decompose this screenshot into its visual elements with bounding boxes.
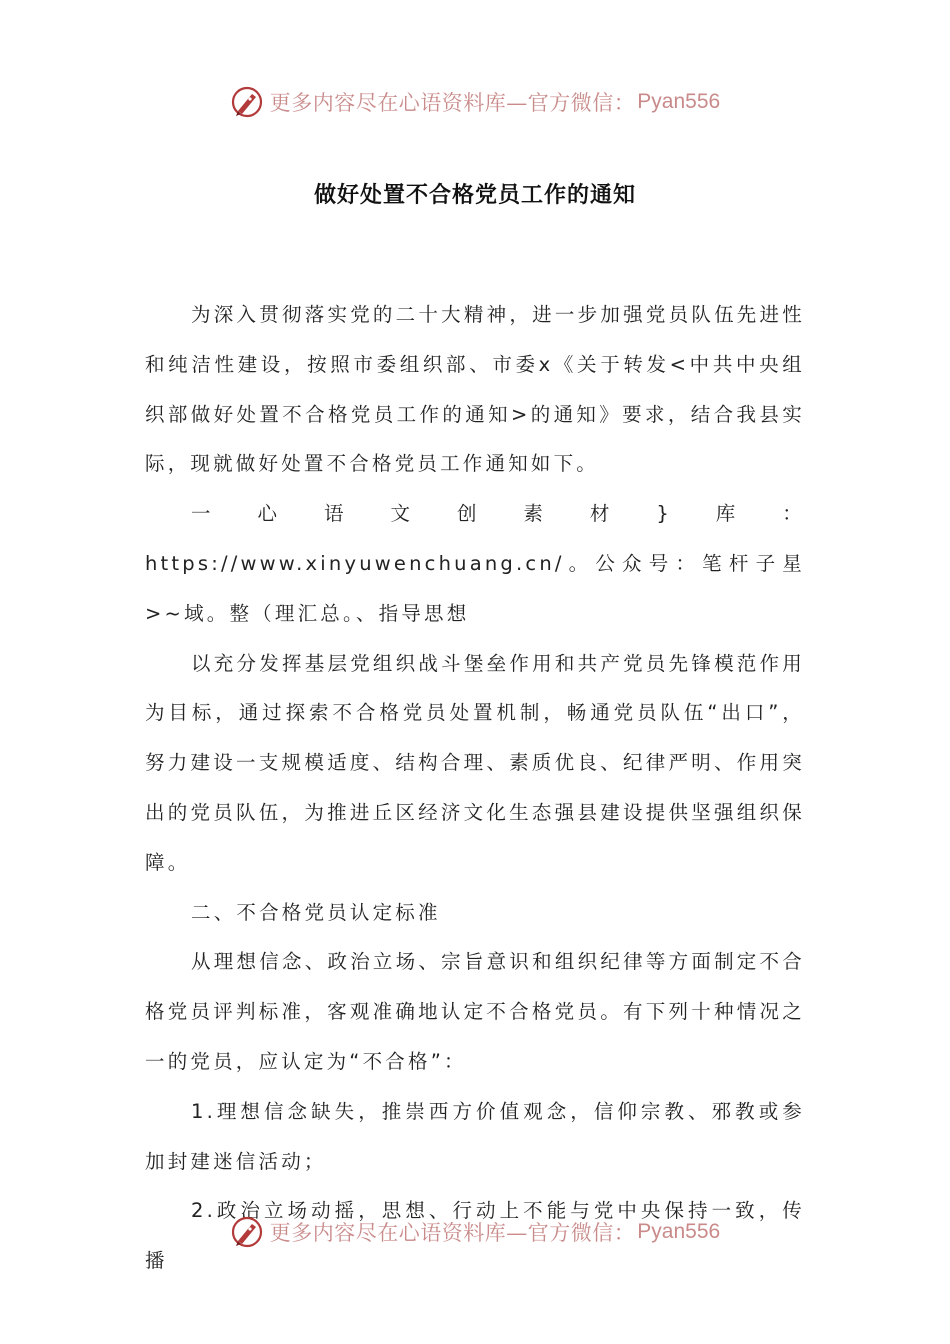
document-body <box>145 290 805 1286</box>
list-item-2: 2.政治立场动摇，思想、行动上不能与党中央保持一致，传播 <box>145 1199 805 1273</box>
document-title: 做好处置不合格党员工作的通知 <box>313 183 636 208</box>
section-heading-standards: 二、不合格党员认定标准 <box>191 900 441 924</box>
watermark-text: 更多内容尽在心语资料库—官方微信： <box>269 91 636 115</box>
pen-logo-icon <box>230 85 264 119</box>
header-watermark <box>0 82 950 122</box>
watermark-text: 更多内容尽在心语资料库—官方微信： <box>269 1221 636 1245</box>
paragraph-guiding-thought-heading: 一心语文创素材}库：https://www.xinyuwenchuang.cn/。公众号：笔杆子星>~域。整（理汇总。、指导思想 <box>145 502 805 625</box>
list-item-1: 1.理想信念缺失，推崇西方价值观念，信仰宗教、邪教或参加封建迷信活动； <box>145 1099 805 1173</box>
watermark-wechat-id: Pyan556 <box>637 90 721 113</box>
paragraph-intro: 为深入贯彻落实党的二十大精神，进一步加强党员队伍先进性和纯洁性建设，按照市委组织部、市委x《关于转发<中共中央组织部做好处置不合格党员工作的通知>的通知》要求，结合我县实际，现就做好处置不合格党员工作通知如下。 <box>145 303 805 476</box>
watermark-wechat-id: Pyan556 <box>637 1220 721 1243</box>
paragraph-guiding-thought: 以充分发挥基层党组织战斗堡垒作用和共产党员先锋模范作用为目标，通过探索不合格党员处置机制，畅通党员队伍“出口”，努力建设一支规模适度、结构合理、素质优良、纪律严明、作用突出的党员队伍，为推进丘区经济文化生态强县建设提供坚强组织保障。 <box>145 651 805 874</box>
footer-watermark <box>0 1212 950 1252</box>
paragraph-standards: 从理想信念、政治立场、宗旨意识和组织纪律等方面制定不合格党员评判标准，客观准确地认定不合格党员。有下列十种情况之一的党员，应认定为“不合格”： <box>145 950 805 1073</box>
pen-logo-icon <box>230 1215 264 1249</box>
